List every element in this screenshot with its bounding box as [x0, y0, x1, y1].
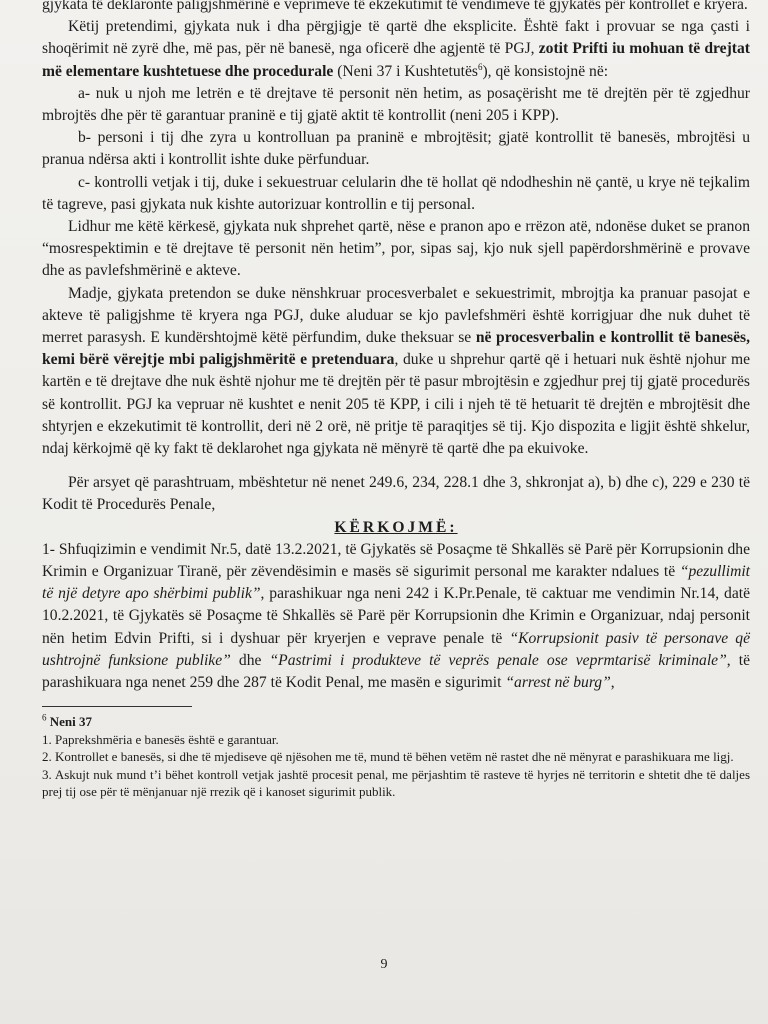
spacer [42, 460, 750, 472]
footnote-title [42, 713, 750, 731]
text-segment: Madje, gjykata pretendon se duke nënshkruar procesverbalet e sekuestrimit, mbrojtja ka pranuar pasojat e akteve të paligjshme të kryera nga PGJ, duke aluduar se kjo pavlefshmëri është korrigjuar dhe nuk duhet të merret parasysh. E kundërshtojmë këtë përfundim, duke theksuar se [42, 284, 750, 347]
page-number: 9 [380, 957, 388, 972]
list-item-b: b- personi i tij dhe zyra u kontrolluan pa praninë e mbrojtësit; gjatë kontrollit të banesës, mbrojtësi u pranua ndërsa akti i kontrollit ishte duke përfunduar. [42, 129, 750, 169]
footnotes [42, 713, 750, 801]
list-item-c: c- kontrolli vetjak i tij, duke i sekuestruar celularin dhe të hollat që ndodheshin në çantë, u krye në tejkalim të tagreve, pasi gjykata nuk kishte autorizuar kontrollin e tij personal. [42, 173, 750, 213]
document-body [42, 0, 750, 801]
italic-text: “Pastrimi i produkteve të veprës penale ose veprmtarisë kriminale” [269, 651, 727, 669]
text-segment: , [610, 674, 615, 692]
text-segment: Këtij pretendimi, gjykata nuk i dha përgjigje të qartë dhe eksplicite. Është fakt i provuar se nga çasti i shoqërimit në zyrë dhe, më pas, për në banesë, nga oficerë dhe agjentë të PGJ, [42, 18, 750, 58]
italic-text: “arrest në burg” [505, 674, 611, 692]
footnote-item: 2. Kontrollet e banesës, si dhe të mjediseve që njësohen me të, mund të bëhen vetëm në rastet dhe në mënyrat e parashikuara me ligj. [42, 749, 734, 765]
text-segment: 1- Shfuqizimin e vendimit Nr.5, datë 13.2.2021, të Gjykatës së Posaçme të Shkallës së Parë për Korrupsionin dhe Krimin e Organizuar Tiranë, për zëvendësimin e masës së sigurimit personal me karakter ndalues të [42, 540, 750, 581]
footnote-marker: 6 [42, 712, 47, 723]
paragraph-claim [42, 16, 750, 83]
bold-text: zotit Prifti iu mohuan të drejtat më elementare kushtetuese dhe procedurale [42, 40, 750, 80]
italic-text: “pezullimit të një detyre apo shërbimi publik” [42, 563, 750, 603]
footnote-ref: 6 [477, 61, 483, 72]
text-segment: , parashikuar nga neni 242 i K.Pr.Penale, të caktuar me vendimin Nr.14, datë 10.2.2021, të Gjykatës së Posaçme të Shkallës së Parë për Korrupsionin dhe Krimin e Organizuar, ndaj personit nën hetim Edvin Prifti, si i dyshuar për kryerjen e veprave penale të [42, 585, 750, 647]
paragraph-legal-basis: Për arsyet që parashtruam, mbështetur në nenet 249.6, 234, 228.1 dhe 3, shkronjat a), b) dhe c), 229 e 230 të Kodit të Procedurës Penale, [42, 474, 750, 514]
bold-text: në procesverbalin e kontrollit të banesës, kemi bërë vërejtje mbi paligjshmëritë e pretenduara [42, 329, 750, 369]
footnote-item: 3. Askujt nuk mund t’i bëhet kontroll vetjak jashtë procesit penal, me përjashtim të rasteve të hyrjes në territorin e shtetit dhe të daljes prej tij ose për të mënjanuar një rrezik që i kanoset sigurimit publik. [42, 766, 750, 800]
text-segment: ), që konsistojnë në: [482, 62, 609, 80]
text-segment: dhe [230, 651, 270, 669]
text-segment: , duke u shprehur qartë që i hetuari nuk është njohur me kartën e të drejtave dhe nuk është njohur me të drejtën për të pasur mbrojtësin e zgjedhur prej tij gjatë procedurës së kontrollit. PGJ ka vepruar në kushtet e nenit 205 të KPP, i cili i njeh të të hetuarit të drejtën e mbrojtësit dhe shtyrjen e ekzekutimit të kontrollit, deri në 2 orë, në pritje të paraqitjes së tij. Kjo dispozita e ligjit është shkelur, ndaj kërkojmë që ky fakt të deklarohet nga gjykata në mënyrë të qartë dhe pa ekuivoke. [42, 351, 750, 458]
footnote-heading: Neni 37 [49, 714, 92, 730]
paragraph-intro: gjykata të deklaronte paligjshmërinë e veprimeve të ekzekutimit të vendimeve të gjykatës për kontrollet e kryera. [42, 0, 748, 13]
paragraph-argument [42, 283, 750, 461]
paragraph-response: Lidhur me këtë kërkesë, gjykata nuk shprehet qartë, nëse e pranon apo e rrëzon atë, ndonëse duket se pranon “mosrespektimin e të drejtave të personit nën hetim”, por, sipas saj, kjo nuk sjell papërdorshmërinë e provave dhe as pavlefshmërinë e akteve. [42, 218, 750, 280]
text-segment: (Neni 37 i Kushtetutës [333, 62, 478, 80]
section-heading: KËRKOJMË: [334, 518, 458, 536]
list-item-a: a- nuk u njoh me letrën e të drejtave të personit nën hetim, as posaçërisht me të drejtën për të zgjedhur mbrojtës dhe për të garantuar praninë e tij gjatë aktit të kontrollit (neni 205 i KPP). [42, 84, 750, 125]
footnote-item: 1. Paprekshmëria e banesës është e garantuar. [42, 731, 279, 747]
text-segment: , të parashikuara nga nenet 259 dhe 287 të Kodit Penal, me masën e sigurimit [42, 651, 750, 692]
italic-text: “Korrupsionit pasiv të personave që ushtrojnë funksione publike” [42, 629, 750, 669]
footnote-divider [42, 706, 192, 707]
request-item-1 [42, 539, 750, 694]
